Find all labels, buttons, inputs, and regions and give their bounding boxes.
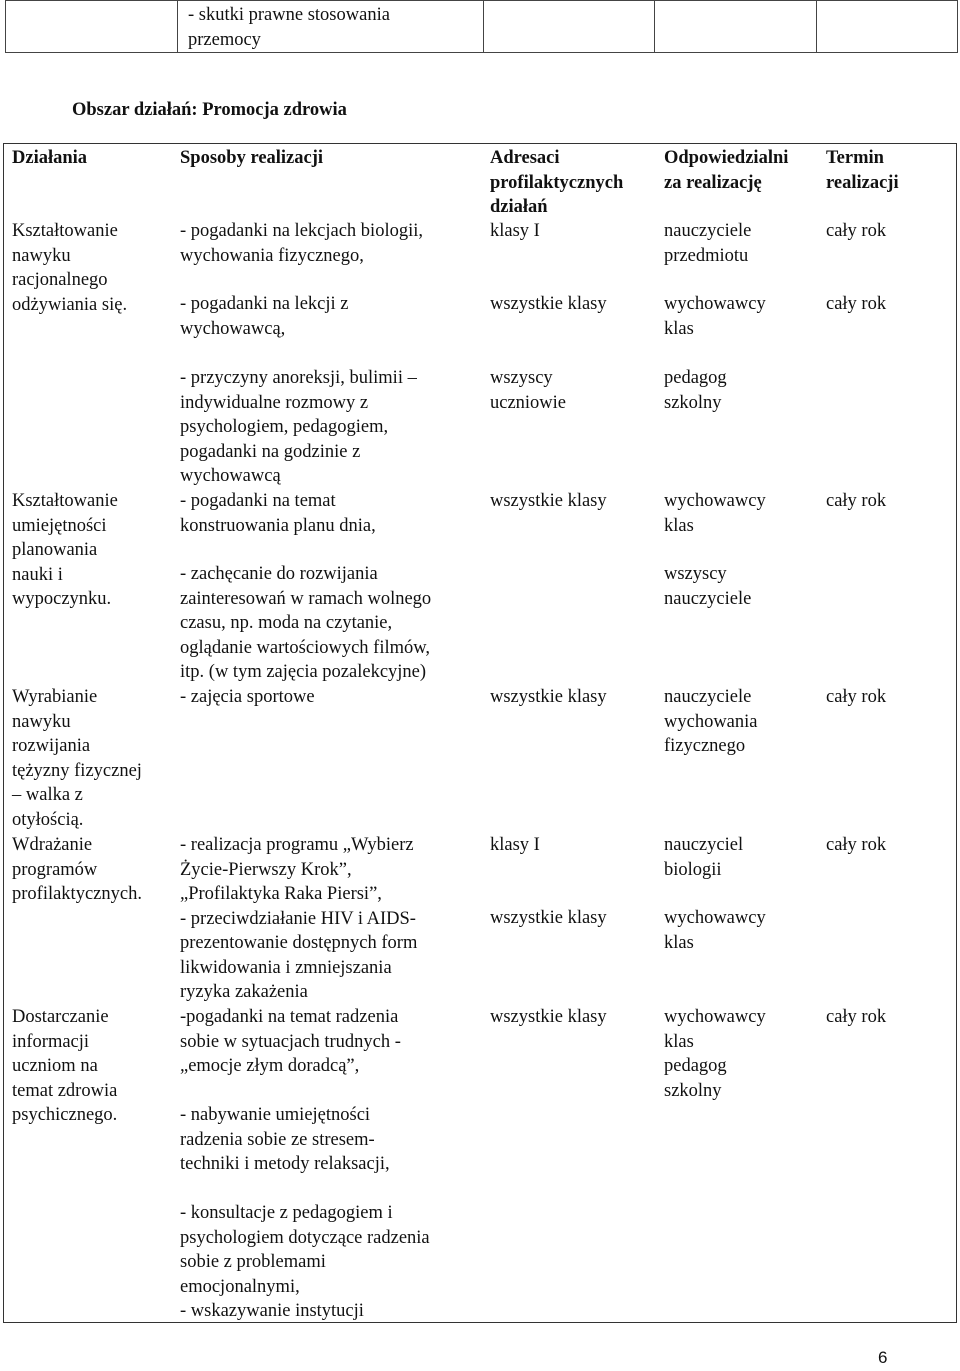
- text-line: wszyscy: [490, 368, 553, 388]
- row2-ways-a: [180, 489, 376, 538]
- text-line: Adresaci: [490, 148, 560, 168]
- row5-ways-a: [180, 1005, 401, 1079]
- text-line: za realizację: [664, 172, 762, 193]
- text-line: sobie w sytuacjach trudnych -: [180, 1031, 401, 1052]
- section-title: Obszar działań: Promocja zdrowia: [72, 100, 347, 120]
- row3-term: [826, 685, 886, 710]
- row2-action: [12, 489, 118, 612]
- text-line: „Profilaktyka Raka Piersi”,: [180, 884, 382, 904]
- row2-term: [826, 489, 886, 514]
- text-line: wychowania: [664, 711, 758, 732]
- text-line: odżywiania się.: [12, 294, 128, 315]
- text-line: wszyscy: [664, 564, 727, 584]
- continuation-cell-ways: [178, 1, 484, 53]
- text-line: pedagog: [664, 1056, 727, 1076]
- text-line: klas: [664, 932, 694, 953]
- text-line: - pogadanki na lekcjach biologii,: [180, 221, 423, 241]
- header-responsible: [664, 146, 788, 195]
- row1-resp-a: [664, 219, 751, 268]
- row4-term: [826, 833, 886, 858]
- row5-addr: [490, 1005, 607, 1030]
- text-line: cały rok: [826, 491, 887, 511]
- row3-resp: [664, 685, 758, 759]
- text-line: biologii: [664, 859, 722, 880]
- text-line: wychowawcy: [664, 294, 766, 314]
- row3-addr: [490, 685, 607, 710]
- text-line: cały rok: [826, 221, 887, 241]
- text-line: Wdrażanie: [12, 835, 93, 855]
- row4-addr-a: [490, 833, 540, 858]
- text-line: wychowania fizycznego,: [180, 245, 364, 266]
- text-line: pedagog: [664, 368, 727, 388]
- text-line: szkolny: [664, 1080, 722, 1101]
- text-line: Termin: [826, 148, 884, 168]
- text-line: przemocy: [188, 29, 261, 50]
- text-line: programów: [12, 859, 98, 880]
- text-line: pogadanki na godzinie z: [180, 441, 361, 462]
- row5-ways-c: [180, 1201, 430, 1324]
- header-ways: [180, 146, 323, 171]
- row5-action: [12, 1005, 117, 1128]
- text-line: profilaktycznych.: [12, 884, 142, 904]
- text-line: informacji: [12, 1031, 90, 1052]
- row2-resp-a: [664, 489, 766, 538]
- text-line: rozwijania: [12, 736, 91, 756]
- text-line: ryzyka zakażenia: [180, 982, 308, 1002]
- row5-resp: [664, 1005, 766, 1103]
- text-line: temat zdrowia: [12, 1080, 118, 1101]
- continuation-cell-empty: [484, 1, 655, 53]
- row4-action: [12, 833, 142, 907]
- text-line: prezentowanie dostępnych form: [180, 933, 418, 953]
- text-line: „emocje złym doradcą”,: [180, 1056, 360, 1076]
- text-line: psychologiem dotyczące radzenia: [180, 1227, 430, 1248]
- text-line: fizycznego: [664, 736, 746, 756]
- text-line: Kształtowanie: [12, 491, 118, 511]
- row1-term-a: [826, 219, 886, 244]
- text-line: wychowawcy: [664, 491, 766, 511]
- row4-resp-b: [664, 906, 766, 955]
- text-line: nauczyciele: [664, 687, 752, 707]
- text-line: wychowawcą: [180, 466, 281, 486]
- text-line: planowania: [12, 540, 98, 560]
- text-line: techniki i metody relaksacji,: [180, 1154, 390, 1174]
- text-line: działań: [490, 197, 548, 217]
- continuation-table: [5, 0, 958, 53]
- text-line: wychowawcy: [664, 1007, 766, 1027]
- text-line: konstruowania planu dnia,: [180, 515, 376, 536]
- text-line: Działania: [12, 148, 88, 168]
- text-line: wychowawcy: [664, 908, 766, 928]
- text-line: wszystkie klasy: [490, 491, 607, 511]
- text-line: uczniowie: [490, 392, 567, 413]
- row1-ways-b: [180, 292, 349, 341]
- continuation-lines: [178, 1, 483, 52]
- row4-addr-b: [490, 906, 607, 931]
- text-line: Odpowiedzialni: [664, 148, 789, 168]
- row3-ways: [180, 685, 315, 710]
- text-line: nawyku: [12, 245, 71, 266]
- text-line: - skutki prawne stosowania: [188, 5, 390, 25]
- text-line: wszystkie klasy: [490, 294, 607, 314]
- text-line: likwidowania i zmniejszania: [180, 957, 392, 978]
- text-line: - nabywanie umiejętności: [180, 1105, 371, 1125]
- text-line: klasy I: [490, 835, 540, 855]
- continuation-cell-empty: [6, 1, 178, 53]
- text-line: - pogadanki na temat: [180, 491, 336, 511]
- text-line: nawyku: [12, 711, 71, 732]
- text-line: szkolny: [664, 392, 722, 413]
- row1-resp-c: [664, 366, 727, 415]
- text-line: racjonalnego: [12, 270, 108, 290]
- text-line: Życie-Pierwszy Krok”,: [180, 859, 352, 880]
- header-actions: [12, 146, 87, 171]
- text-line: emocjonalnymi,: [180, 1276, 300, 1297]
- header-addressees: [490, 146, 623, 220]
- text-line: wychowawcą,: [180, 318, 286, 339]
- text-line: psychicznego.: [12, 1105, 118, 1125]
- row1-term-b: [826, 292, 886, 317]
- text-line: realizacji: [826, 172, 899, 193]
- text-line: klasy I: [490, 221, 540, 241]
- row5-term: [826, 1005, 886, 1030]
- text-line: wszystkie klasy: [490, 687, 607, 707]
- text-line: nauki i: [12, 564, 63, 585]
- row1-addr-a: [490, 219, 540, 244]
- text-line: Sposoby realizacji: [180, 148, 324, 168]
- text-line: oglądanie wartościowych filmów,: [180, 637, 431, 658]
- text-line: tężyzny fizycznej: [12, 760, 142, 781]
- text-line: cały rok: [826, 1007, 887, 1027]
- row1-addr-c: [490, 366, 566, 415]
- row1-resp-b: [664, 292, 766, 341]
- text-line: cały rok: [826, 835, 887, 855]
- text-line: Dostarczanie: [12, 1007, 109, 1027]
- text-line: otyłością.: [12, 809, 84, 830]
- text-line: przedmiotu: [664, 245, 749, 266]
- main-table: [3, 143, 957, 1323]
- row2-addr: [490, 489, 607, 514]
- text-line: klas: [664, 1031, 694, 1052]
- text-line: cały rok: [826, 687, 887, 707]
- row2-ways-b: [180, 562, 431, 685]
- row4-ways: [180, 833, 417, 1005]
- text-line: czasu, np. moda na czytanie,: [180, 613, 393, 633]
- row1-addr-b: [490, 292, 607, 317]
- text-line: psychologiem, pedagogiem,: [180, 417, 389, 437]
- row4-resp-a: [664, 833, 743, 882]
- text-line: nauczyciele: [664, 588, 752, 609]
- text-line: indywidualne rozmowy z: [180, 392, 369, 413]
- text-line: – walka z: [12, 785, 83, 805]
- row1-action: [12, 219, 127, 317]
- text-line: - wskazywanie instytucji: [180, 1301, 364, 1321]
- row2-resp-b: [664, 562, 751, 611]
- text-line: - przyczyny anoreksji, bulimii –: [180, 368, 417, 388]
- text-line: itp. (w tym zajęcia pozalekcyjne): [180, 662, 427, 682]
- text-line: uczniom na: [12, 1056, 98, 1076]
- text-line: wszystkie klasy: [490, 1007, 607, 1027]
- text-line: - realizacja programu „Wybierz: [180, 835, 414, 855]
- row1-ways-a: [180, 219, 423, 268]
- text-line: - zajęcia sportowe: [180, 687, 315, 707]
- row3-action: [12, 685, 142, 832]
- text-line: - pogadanki na lekcji z: [180, 294, 349, 314]
- continuation-cell-empty: [655, 1, 817, 53]
- text-line: -pogadanki na temat radzenia: [180, 1007, 399, 1027]
- text-line: - przeciwdziałanie HIV i AIDS-: [180, 908, 416, 929]
- text-line: Wyrabianie: [12, 687, 98, 707]
- page-number: 6: [878, 1348, 888, 1367]
- text-line: cały rok: [826, 294, 887, 314]
- text-line: - zachęcanie do rozwijania: [180, 564, 378, 584]
- row1-ways-c: [180, 366, 417, 489]
- header-term: [826, 146, 899, 195]
- text-line: klas: [664, 515, 694, 536]
- text-line: sobie z problemami: [180, 1252, 326, 1272]
- text-line: klas: [664, 318, 694, 339]
- text-line: umiejętności: [12, 515, 107, 536]
- text-line: nauczyciel: [664, 835, 744, 855]
- text-line: profilaktycznych: [490, 172, 624, 193]
- text-line: nauczyciele: [664, 221, 752, 241]
- text-line: Kształtowanie: [12, 221, 118, 241]
- text-line: zainteresowań w ramach wolnego: [180, 588, 432, 609]
- continuation-cell-empty: [817, 1, 958, 53]
- text-line: wszystkie klasy: [490, 908, 607, 928]
- text-line: wypoczynku.: [12, 589, 112, 609]
- text-line: - konsultacje z pedagogiem i: [180, 1203, 393, 1223]
- text-line: radzenia sobie ze stresem-: [180, 1129, 375, 1150]
- row5-ways-b: [180, 1103, 390, 1177]
